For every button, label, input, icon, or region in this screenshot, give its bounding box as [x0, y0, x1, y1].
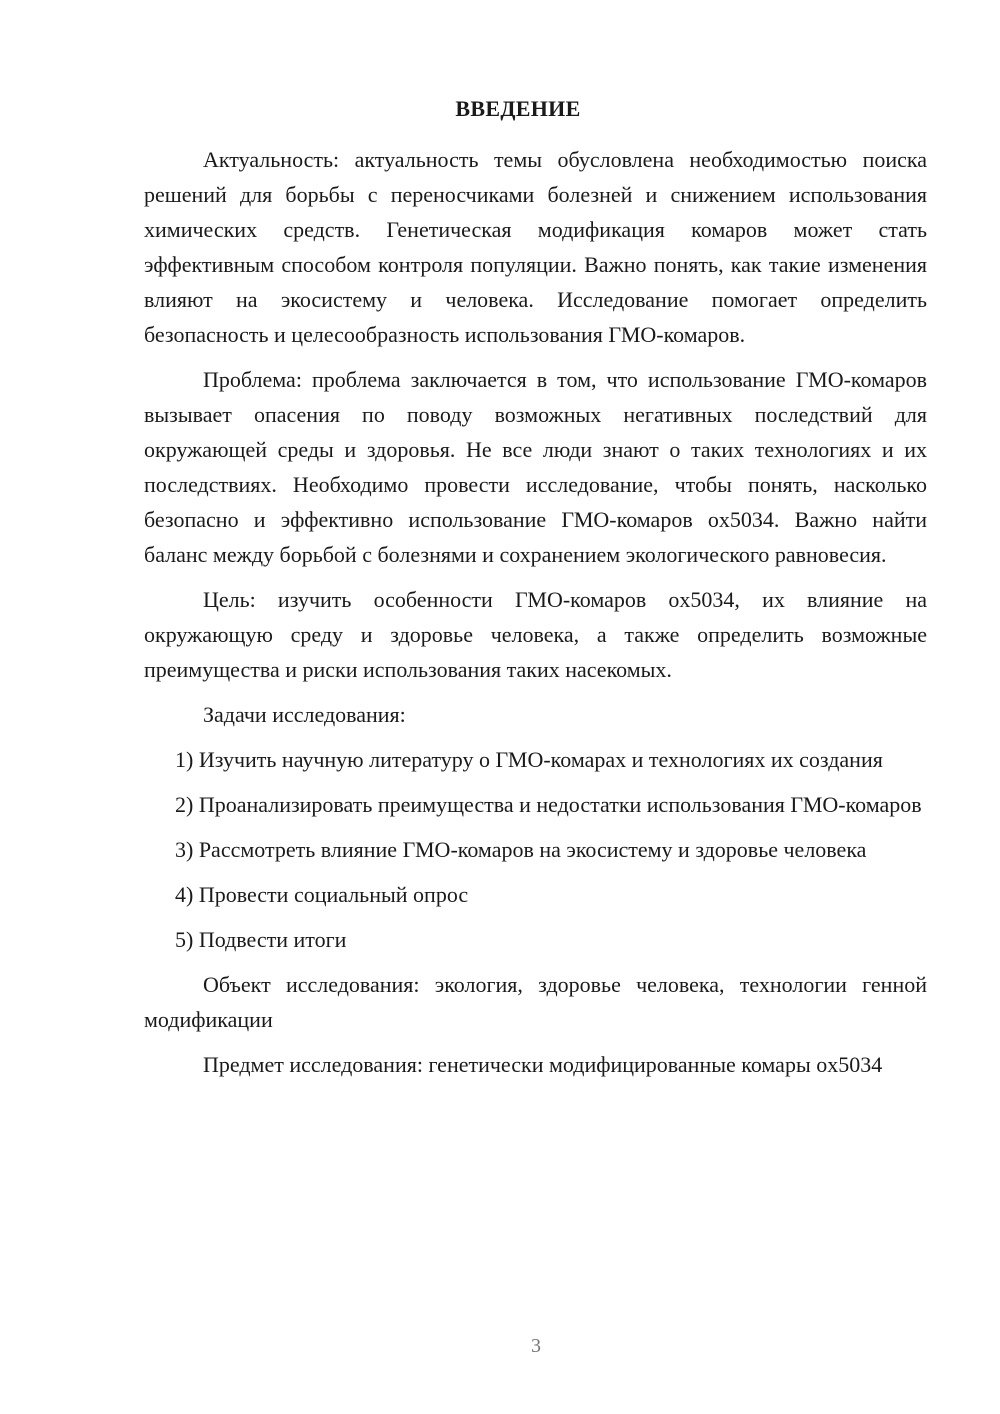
task-item: 1) Изучить научную литературу о ГМО-комарах и технологиях их создания	[175, 747, 883, 772]
task-item: 4) Провести социальный опрос	[175, 882, 469, 907]
task-item: 5) Подвести итоги	[175, 927, 347, 952]
subject-paragraph: Предмет исследования: генетически модифицированные комары ox5034	[203, 1052, 883, 1077]
page-title: ВВЕДЕНИЕ	[455, 96, 581, 121]
object-paragraph: Объект исследования: экология, здоровье человека, технологии генной модификации	[144, 972, 927, 1032]
task-item: 2) Проанализировать преимущества и недостатки использования ГМО-комаров	[175, 792, 922, 817]
task-item: 3) Рассмотреть влияние ГМО-комаров на экосистему и здоровье человека	[175, 837, 867, 862]
relevance-paragraph: Актуальность: актуальность темы обусловлена необходимостью поиска решений для борьбы с переносчиками болезней и снижением использования химических средств. Генетическая модификация комаров может стать эффективным способом контроля популяции. Важно понять, как такие изменения влияют на экосистему и человека. Исследование помогает определить безопасность и целесообразность использования ГМО-комаров.	[144, 147, 927, 347]
document-body	[144, 142, 927, 1092]
page-number: 3	[531, 1335, 541, 1357]
goal-paragraph: Цель: изучить особенности ГМО-комаров ox5034, их влияние на окружающую среду и здоровье человека, а также определить возможные преимущества и риски использования таких насекомых.	[144, 587, 927, 682]
tasks-heading: Задачи исследования:	[203, 702, 406, 727]
problem-paragraph: Проблема: проблема заключается в том, что использование ГМО-комаров вызывает опасения по поводу возможных негативных последствий для окружающей среды и здоровья. Не все люди знают о таких технологиях и их последствиях. Необходимо провести исследование, чтобы понять, насколько безопасно и эффективно использование ГМО-комаров ox5034. Важно найти баланс между борьбой с болезнями и сохранением экологического равновесия.	[144, 367, 927, 567]
